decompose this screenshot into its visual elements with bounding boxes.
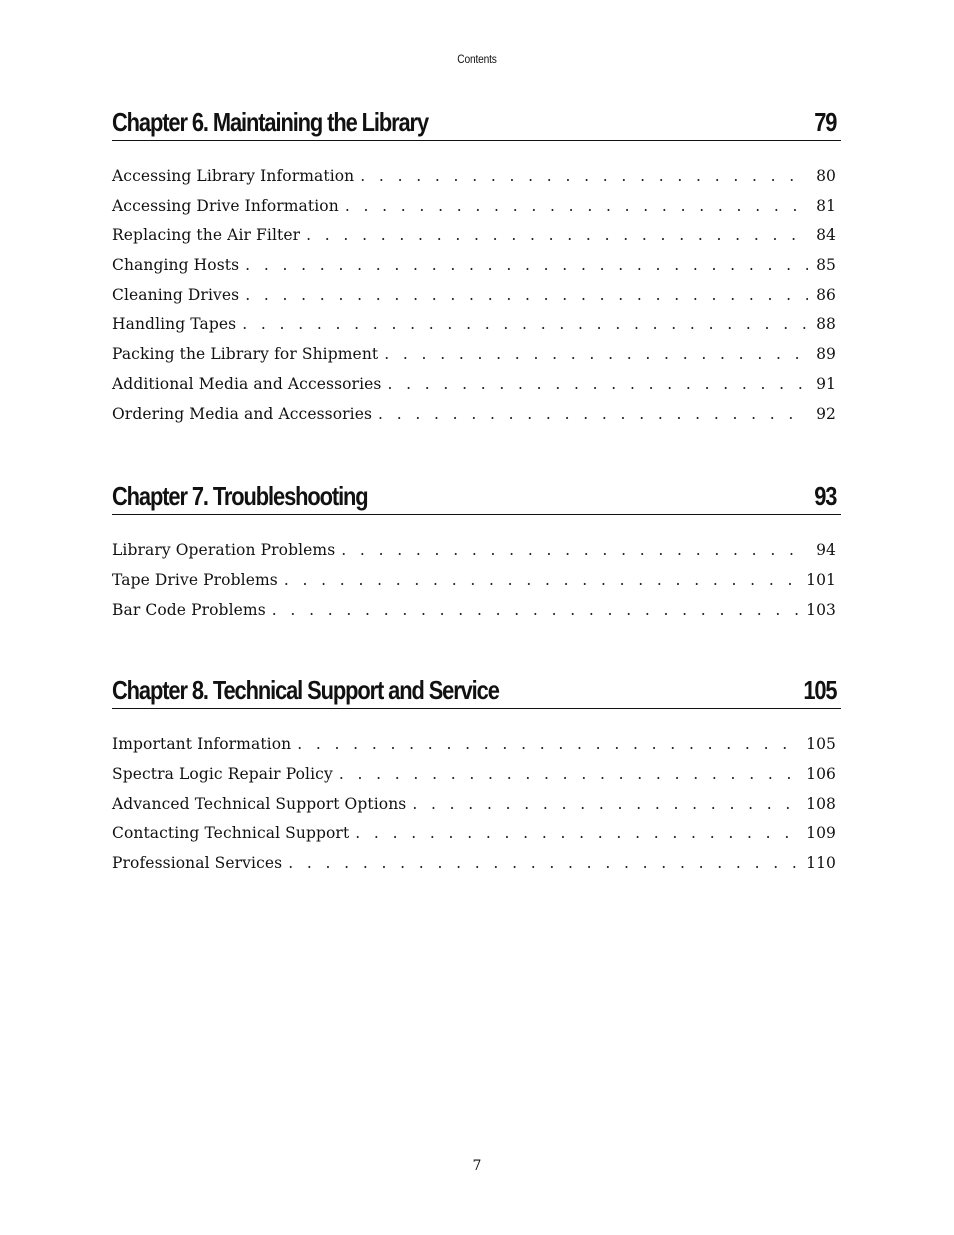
page-number: 7: [472, 1158, 482, 1174]
chapter-heading[interactable]: [112, 100, 841, 141]
toc-entry[interactable]: [112, 197, 841, 227]
toc-entry[interactable]: [112, 167, 841, 197]
toc-entry-label: Accessing Drive Information: [112, 196, 339, 215]
dot-leader: [272, 601, 802, 619]
dot-leader: [360, 167, 808, 185]
dot-leader: [387, 375, 808, 393]
toc-entry-page: 91: [816, 374, 836, 393]
toc-entry-list: [112, 141, 841, 434]
toc-entry-page: 108: [806, 794, 836, 813]
toc-entry-label: Professional Services: [112, 854, 283, 872]
running-head: Contents: [457, 52, 497, 66]
chapter-page-number: 105: [802, 675, 836, 706]
toc-entry-label: Ordering Media and Accessories: [112, 404, 373, 423]
toc-entry[interactable]: [112, 345, 841, 375]
toc-entry-list: [112, 515, 841, 630]
toc-entry[interactable]: [112, 315, 841, 345]
dot-leader: [297, 735, 802, 753]
toc-entry-label: Advanced Technical Support Options: [112, 794, 407, 813]
chapter-8-section: [112, 668, 841, 883]
toc-entry-page: 89: [816, 345, 836, 364]
toc-entry[interactable]: [112, 286, 841, 316]
dot-leader: [288, 854, 802, 872]
dot-leader: [412, 795, 802, 813]
table-of-contents: [112, 100, 841, 884]
chapter-heading[interactable]: [112, 474, 841, 515]
dot-leader: [378, 405, 808, 423]
toc-entry-label: Accessing Library Information: [112, 167, 355, 185]
toc-entry-page: 85: [816, 256, 836, 275]
toc-entry-label: Cleaning Drives: [112, 285, 240, 304]
toc-entry-page: 105: [806, 735, 836, 754]
dot-leader: [341, 541, 808, 559]
toc-entry-page: 92: [816, 404, 836, 423]
toc-entry[interactable]: [112, 795, 841, 825]
dot-leader: [355, 824, 802, 842]
chapter-7-section: [112, 474, 841, 630]
toc-entry-label: Contacting Technical Support: [112, 824, 350, 843]
dot-leader: [245, 256, 808, 274]
chapter-page-number: 79: [813, 107, 836, 137]
dot-leader: [345, 197, 808, 215]
toc-entry[interactable]: [112, 226, 841, 256]
toc-entry[interactable]: [112, 735, 841, 765]
dot-leader: [339, 765, 802, 783]
toc-entry-label: Replacing the Air Filter: [112, 226, 301, 245]
dot-leader: [242, 315, 808, 333]
dot-leader: [245, 286, 808, 304]
toc-entry-page: 86: [816, 285, 836, 304]
toc-entry-list: [112, 709, 841, 883]
toc-entry-label: Important Information: [112, 735, 292, 754]
toc-entry[interactable]: [112, 256, 841, 286]
toc-entry-page: 106: [806, 764, 836, 783]
chapter-6-section: [112, 100, 841, 434]
chapter-title: Chapter 7. Troubleshooting: [112, 481, 368, 512]
toc-entry-page: 81: [816, 196, 836, 215]
toc-entry[interactable]: [112, 571, 841, 601]
toc-entry-label: Changing Hosts: [112, 256, 240, 275]
toc-entry-label: Library Operation Problems: [112, 541, 336, 560]
toc-entry-page: 80: [816, 167, 836, 185]
toc-entry-label: Packing the Library for Shipment: [112, 345, 379, 364]
toc-entry-label: Additional Media and Accessories: [112, 374, 382, 393]
dot-leader: [384, 345, 808, 363]
chapter-heading[interactable]: [112, 668, 841, 709]
toc-entry-label: Handling Tapes: [112, 315, 237, 334]
toc-entry-page: 88: [816, 315, 836, 334]
toc-entry[interactable]: [112, 824, 841, 854]
toc-entry-label: Bar Code Problems: [112, 600, 266, 619]
toc-entry-page: 109: [806, 824, 836, 843]
dot-leader: [284, 571, 802, 589]
chapter-title: Chapter 6. Maintaining the Library: [112, 107, 429, 137]
toc-entry-page: 103: [806, 600, 836, 619]
chapter-title: Chapter 8. Technical Support and Service: [112, 675, 499, 706]
toc-entry[interactable]: [112, 405, 841, 435]
dot-leader: [306, 226, 808, 244]
chapter-page-number: 93: [813, 481, 836, 512]
toc-entry[interactable]: [112, 854, 841, 884]
toc-entry-label: Spectra Logic Repair Policy: [112, 764, 333, 783]
toc-entry[interactable]: [112, 601, 841, 631]
toc-entry-page: 101: [806, 570, 836, 589]
toc-entry[interactable]: [112, 375, 841, 405]
toc-entry[interactable]: [112, 541, 841, 571]
toc-entry-label: Tape Drive Problems: [112, 570, 278, 589]
toc-entry[interactable]: [112, 765, 841, 795]
toc-entry-page: 94: [816, 541, 836, 560]
toc-entry-page: 84: [816, 226, 836, 245]
toc-entry-page: 110: [806, 854, 836, 872]
